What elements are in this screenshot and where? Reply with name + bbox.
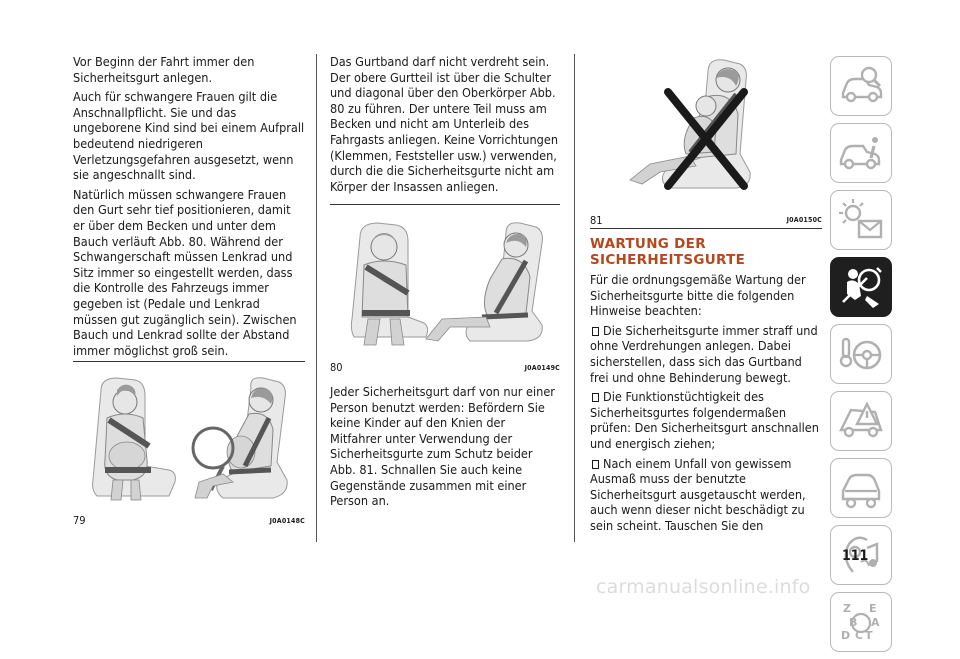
index-letter: C [855,629,864,642]
paragraph: Auch für schwangere Frauen gilt die Anschnallpflicht. Sie und das ungeborene Kind sind bei einem Aufprall bedeutend niedrigeren Verletzungsgefahren ausgesetzt, wenn sie angeschnallt sind. [73,89,305,183]
tab-maintenance[interactable] [830,458,892,518]
figure-81 [590,54,822,230]
text-column-3 [590,236,822,538]
car-info-icon [837,130,885,176]
figure-code: J0A0149C [524,364,560,372]
square-bullet-icon [592,460,599,469]
text-column-1 [73,54,305,362]
bullet-text: Nach einem Unfall von gewissem Ausmaß muss der benutzte Sicherheitsgurt ausgetauscht werden, auch wenn dieser nicht beschädigt zu sein scheint. Tauschen Sie den [590,455,806,533]
correct-seatbelt-illustration [330,213,560,355]
section-heading: WARTUNG DER SICHERHEITSGURTE [590,236,746,268]
text-column-2-lower [330,384,560,513]
index-letter: E [869,602,877,615]
figure-code: J0A0150C [786,216,822,224]
index-letter: B [849,616,858,629]
bullet-item [590,389,822,451]
pregnant-woman-seatbelt-illustration [73,370,305,508]
index-letter: D [841,629,851,642]
child-on-lap-prohibited-illustration [590,54,822,206]
safety-airbag-icon [837,264,885,310]
figure-number: 80 [330,361,343,374]
starting-driving-icon [837,331,885,377]
paragraph: Das Gurtband darf nicht verdreht sein. Der obere Gurtteil ist über die Schulter und diagonal über den Oberkörper Abb. 80 zu führen. Der untere Teil muss am Becken und nicht am Unterleib des Fahrgasts anliegen. Keine Vorrichtungen (Klemmen, Feststeller usw.) verwenden, durch die die Sicherheitsgurte nicht am Körper der Insassen anliegen. [330,54,559,194]
car-search-icon [837,63,885,109]
text-column-2 [330,54,560,198]
tab-emergency[interactable] [830,391,892,451]
column-divider [574,54,575,542]
tab-car-info[interactable] [830,123,892,183]
tab-starting-driving[interactable] [830,324,892,384]
chapter-sidebar [830,56,892,659]
figure-81-rule [590,228,822,229]
figure-code: J0A0148C [269,517,305,525]
index-letter: Z [843,602,851,615]
tab-safety[interactable] [830,257,892,317]
index-icon [837,599,885,645]
bullet-item [590,456,822,534]
paragraph: Für die ordnungsgemäße Wartung der Sicherheitsgurte bitte die folgenden Hinweise beachten: [590,272,806,319]
paragraph: Vor Beginn der Fahrt immer den Sicherheitsgurt anlegen. [73,54,255,85]
index-letter: T [865,629,873,642]
index-letter: A [871,616,880,629]
paragraph: Natürlich müssen schwangere Frauen den Gurt sehr tief positionieren, damit er über dem Becken und unter dem Bauch verläuft Abb. 80. Während der Schwangerschaft müssen Lenkrad und Sitz immer so eingestellt werden, dass die Kontrolle des Fahrzeugs immer gegeben ist (Pedale und Lenkrad müssen gut zugänglich sein). Zwischen Bauch und Lenkrad sollte der Abstand immer möglichst groß sein. [73,186,297,358]
figure-number: 79 [73,514,86,527]
square-bullet-icon [592,327,599,336]
tab-index[interactable] [830,592,892,652]
bullet-text: Die Sicherheitsgurte immer straff und ohne Verdrehungen anlegen. Dabei sicherstellen, dass sich das Gurtband frei und ohne Behinderung bewegt. [590,322,818,385]
bullet-item [590,323,822,385]
maintenance-car-icon [837,465,885,511]
square-bullet-icon [592,393,599,402]
warning-light-message-icon [837,197,885,243]
watermark: carmanualsonline.info [596,576,811,598]
figure-80 [330,204,560,379]
page-number: 111 [842,548,869,564]
figure-number: 81 [590,214,603,227]
figure-79 [73,361,305,532]
column-divider [316,54,317,542]
emergency-icon [837,398,885,444]
tab-warning-lights[interactable] [830,190,892,250]
bullet-text: Die Funktionstüchtigkeit des Sicherheitsgurtes folgendermaßen prüfen: Den Sicherheitsgurt anschnallen und energisch ziehen; [590,389,819,451]
tab-getting-to-know-car[interactable] [830,56,892,116]
paragraph: Jeder Sicherheitsgurt darf von nur einer Person benutzt werden: Befördern Sie keine Kinder auf den Knien der Mitfahrer unter Verwendung der Sicherheitsgurte zum Schutz beider Abb. 81. Schnallen Sie auch keine Gegenstände zusammen mit einer Person an. [330,384,555,509]
